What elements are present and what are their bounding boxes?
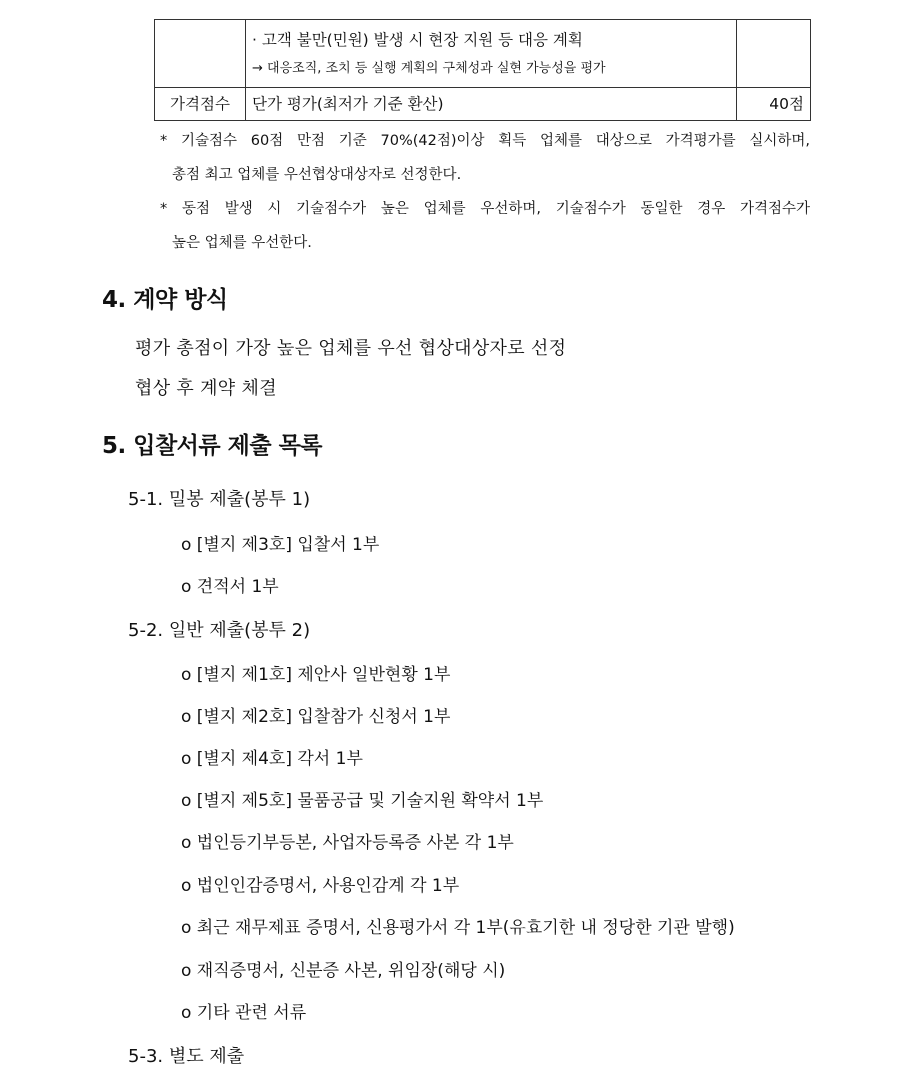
- note-line: * 동점 발생 시 기술점수가 높은 업체를 우선하며, 기술점수가 동일한 경우 가격점수가: [160, 201, 810, 217]
- note-line: 총점 최고 업체를 우선협상대상자로 선정한다.: [172, 167, 462, 183]
- table-row: [155, 20, 811, 88]
- subsection-title: 5-2. 일반 제출(봉투 2): [128, 620, 311, 641]
- price-score-description: 단가 평가(최저가 기준 환산): [246, 88, 737, 121]
- body-text: 평가 총점이 가장 높은 업체를 우선 협상대상자로 선정: [135, 338, 567, 359]
- criteria-detail-cell: [246, 20, 737, 88]
- criteria-detail-subline: → 대응조직, 조치 등 실행 계획의 구체성과 실현 가능성을 평가: [252, 61, 606, 76]
- note-line: * 기술점수 60점 만점 기준 70%(42점)이상 획득 업체를 대상으로 가격평가를 실시하며,: [160, 133, 810, 149]
- evaluation-table: [154, 19, 811, 121]
- list-item: o 법인등기부등본, 사업자등록증 사본 각 1부: [181, 833, 514, 853]
- table-row: [155, 88, 811, 121]
- score-cell-empty: [737, 20, 811, 88]
- body-text: 협상 후 계약 체결: [135, 378, 277, 399]
- price-score-label: 가격점수: [155, 88, 246, 121]
- price-score-value: 40점: [737, 88, 811, 121]
- list-item: o [별지 제5호] 물품공급 및 기술지원 확약서 1부: [181, 791, 544, 811]
- list-item: o [별지 제4호] 각서 1부: [181, 749, 363, 769]
- section-heading: 4. 계약 방식: [102, 287, 228, 313]
- list-item: o [별지 제1호] 제안사 일반현황 1부: [181, 665, 451, 685]
- category-cell-empty: [155, 20, 246, 88]
- section-heading: 5. 입찰서류 제출 목록: [102, 433, 323, 459]
- list-item: o 법인인감증명서, 사용인감계 각 1부: [181, 876, 460, 896]
- list-item: o 기타 관련 서류: [181, 1003, 307, 1023]
- list-item: o 견적서 1부: [181, 577, 279, 597]
- note-line: 높은 업체를 우선한다.: [172, 235, 312, 251]
- criteria-detail-line: · 고객 불만(민원) 발생 시 현장 지원 등 대응 계획: [252, 31, 583, 49]
- list-item: o 재직증명서, 신분증 사본, 위임장(해당 시): [181, 961, 506, 981]
- list-item: o [별지 제2호] 입찰참가 신청서 1부: [181, 707, 451, 727]
- subsection-title: 5-1. 밀봉 제출(봉투 1): [128, 489, 311, 510]
- list-item: o 최근 재무제표 증명서, 신용평가서 각 1부(유효기한 내 정당한 기관 발행): [181, 918, 735, 938]
- list-item: o [별지 제3호] 입찰서 1부: [181, 535, 380, 555]
- subsection-title: 5-3. 별도 제출: [128, 1046, 245, 1067]
